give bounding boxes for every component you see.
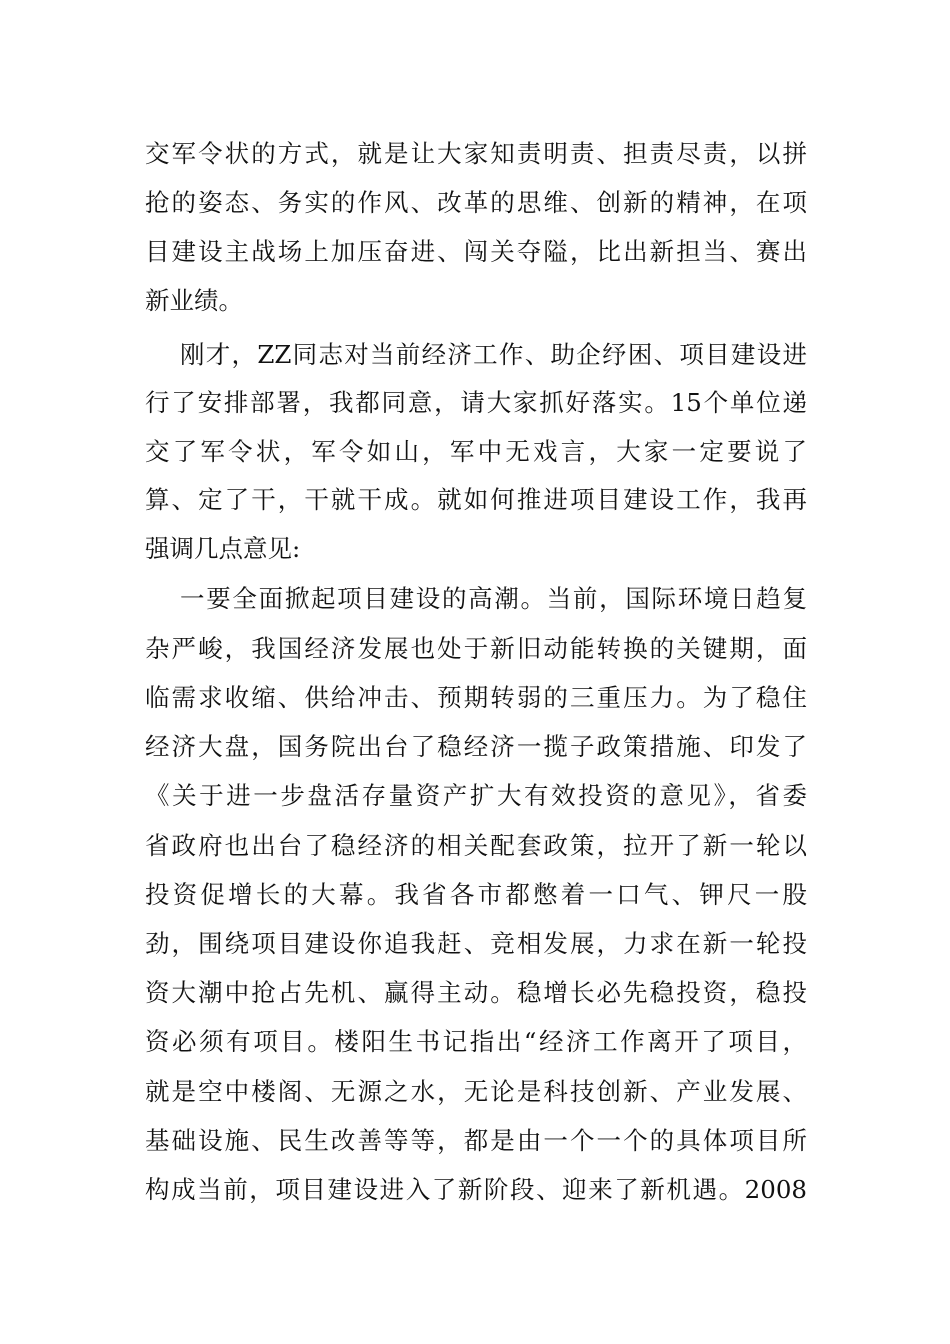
text-line-10: 一要全面掀起项目建设的高潮。当前，国际环境日趋复 [180, 584, 807, 613]
text-line-21: 基础设施、民生改善等等，都是由一个一个的具体项目所 [145, 1126, 807, 1155]
text-line-14: 《关于进一步盘活存量资产扩大有效投资的意见》，省委 [145, 781, 807, 810]
text-line-12: 临需求收缩、供给冲击、预期转弱的三重压力。为了稳住 [145, 683, 807, 712]
text-line-4: 新业绩。 [145, 286, 243, 315]
text-line-11: 杂严峻，我国经济发展也处于新旧动能转换的关键期，面 [145, 634, 807, 663]
text-line-18: 资大潮中抢占先机、赢得主动。稳增长必先稳投资，稳投 [145, 978, 807, 1007]
text-line-2: 抢的姿态、务实的作风、改革的思维、创新的精神，在项 [145, 188, 807, 217]
text-line-3: 目建设主战场上加压奋进、闯关夺隘，比出新担当、赛出 [145, 237, 807, 266]
text-line-15: 省政府也出台了稳经济的相关配套政策，拉开了新一轮以 [145, 831, 807, 860]
text-line-6: 行了安排部署，我都同意，请大家抓好落实。15个单位递 [145, 388, 807, 417]
text-line-7: 交了军令状，军令如山，军中无戏言，大家一定要说了 [145, 437, 807, 466]
text-line-5: 刚才，ZZ同志对当前经济工作、助企纾困、项目建设进 [180, 340, 807, 369]
text-line-16: 投资促增长的大幕。我省各市都憋着一口气、钾尺一股 [145, 880, 807, 909]
text-line-9: 强调几点意见: [145, 534, 301, 563]
text-line-22: 构成当前，项目建设进入了新阶段、迎来了新机遇。2008 [145, 1175, 807, 1204]
text-line-17: 劲，围绕项目建设你追我赶、竞相发展，力求在新一轮投 [145, 929, 807, 958]
text-line-8: 算、定了干，干就干成。就如何推进项目建设工作，我再 [145, 485, 807, 514]
text-line-20: 就是空中楼阁、无源之水，无论是科技创新、产业发展、 [145, 1077, 807, 1106]
text-line-1: 交军令状的方式，就是让大家知责明责、担责尽责，以拼 [145, 139, 807, 168]
text-line-19: 资必须有项目。楼阳生书记指出“经济工作离开了项目， [145, 1027, 807, 1056]
text-line-13: 经济大盘，国务院出台了稳经济一揽子政策措施、印发了 [145, 732, 807, 761]
